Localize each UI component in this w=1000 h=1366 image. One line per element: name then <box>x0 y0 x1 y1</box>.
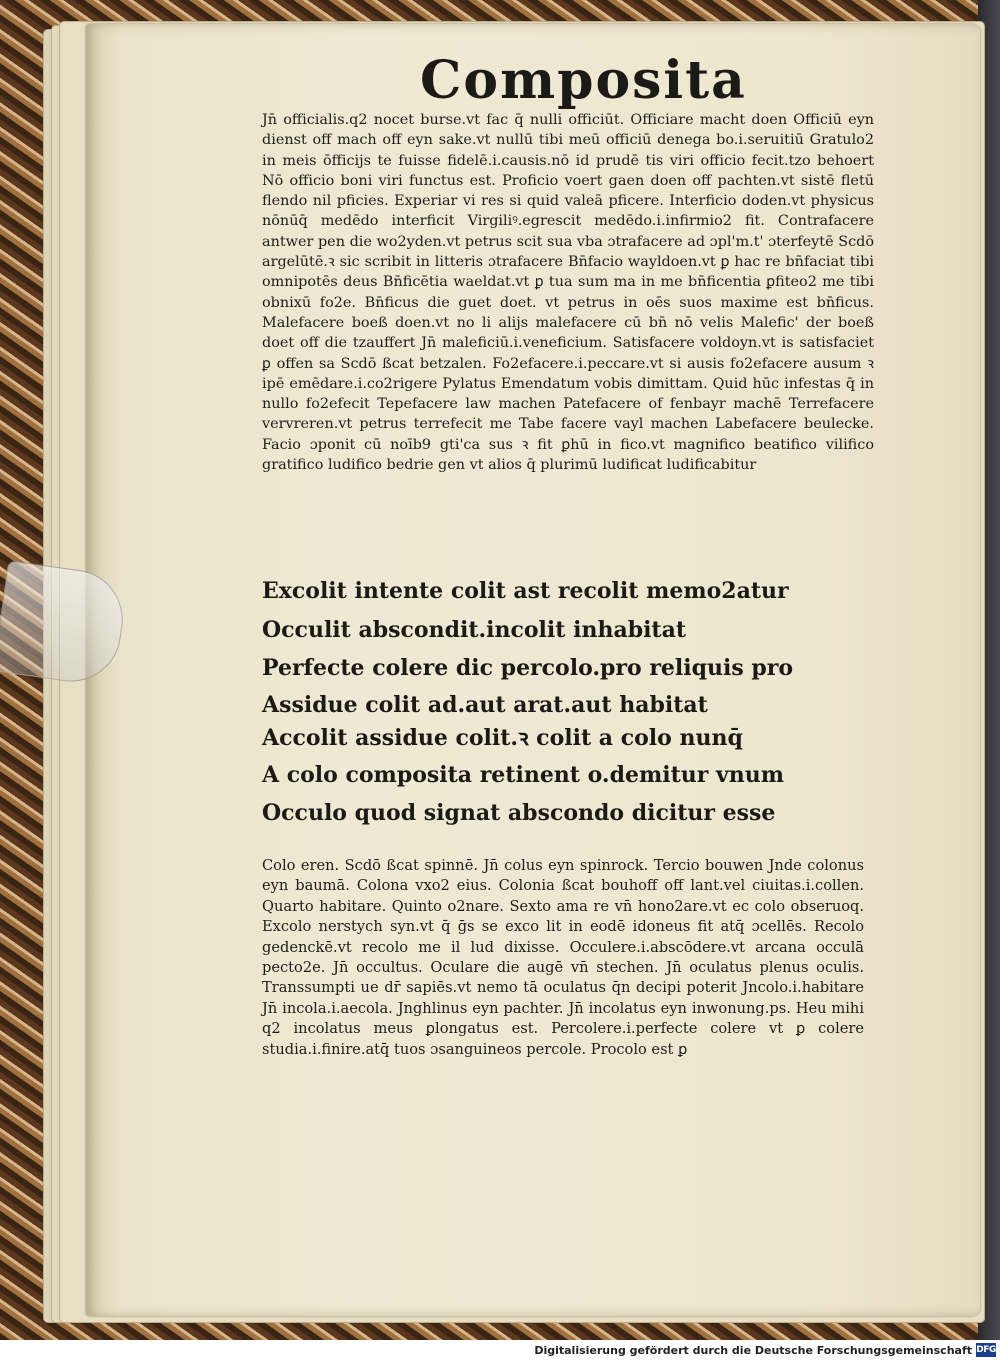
dfg-logo: DFG <box>976 1345 996 1355</box>
verse-line: Excolit intente colit ast recolit memo2atur <box>262 578 789 604</box>
verse-line: Accolit assidue colit.ꝛ colit a colo nunq̄ <box>262 725 743 751</box>
page-heading: Composita <box>420 50 747 111</box>
digitization-credit: Digitalisierung gefördert durch die Deutsche Forschungsgemeinschaft <box>534 1344 972 1357</box>
verse-line: Occulo quod signat abscondo dicitur esse <box>262 800 776 826</box>
verse-line: A colo composita retinent o.demitur vnum <box>262 762 785 788</box>
verse-line: Assidue colit ad.aut arat.aut habitat <box>262 692 708 718</box>
paragraph-gloss-colo: Colo eren. Scdō ßcat spinnē. Jn̄ colus eyn spinrock. Tercio bouwen Jnde colonus eyn baumā. Colona vxo2 eius. Colonia ßcat bouhoff off lant.vel ciuitas.i.collen. Quarto habitare. Quinto o2nare. Sexto ama re vn̄ hono2are.vt ec colo obseruoq. Excolo nerstych syn.vt q̄ ḡs se exco lit in eodē idoneus fit atq̄ ɔcellēs. Recolo gedenckē.vt recolo me il lud dixisse. Occulere.i.abscōdere.vt arcana occulā pecto2e. Jn̄ occultus. Oculare die augē vn̄ stechen. Jn̄ oculatus plenus oculis. Transsumpti ue dr̄ sapiēs.vt nemo tā oculatus q̄n decipi poterit Jncolo.i.habitare Jn̄ incola.i.aecola. Jnghlinus eyn pachter. Jn̄ incolatus eyn inwonung.ps. Heu mihi q2 incolatus meus ꝑlongatus est. Percolere.i.perfecte colere vt ꝑ colere studia.i.finire.atq̄ tuos ɔsanguineos percole. Procolo est ꝑ <box>262 857 864 1058</box>
verse-line: Occulit abscondit.incolit inhabitat <box>262 617 687 643</box>
verse-list <box>262 578 882 826</box>
paragraph-gloss-facere: Jn̄ officialis.q2 nocet burse.vt fac q̄ nulli officiūt. Officiare macht doen Officiū eyn dienst off mach off eyn sake.vt nullū tibi meū officiū denega bo.i.seruitiū Gratulo2 in meis ōfficijs te fuisse fidelē.i.causis.nō id prudē tis viri officio fecit.tzo behoert Nō officio boni viri functus est. Proficio voert gaen doen off pachten.vt sistē fletū flendo nil pficies. Experiar vi res si quid valeā pficere. Interficio doden.vt physicus nōnūq̄ medēdo interficit Virgiliꝰ.egrescit medēdo.i.infirmio2 fit. Contrafacere antwer pen die wo2yden.vt petrus scit sua vba ɔtrafacere ad ɔpl'm.t' ɔterfeytē Scdō argelūtē.ꝛ sic scribit in litteris ɔtrafacere Bn̄facio wayldoen.vt ꝑ hac re bn̄faciat tibi omnipotēs deus Bn̄ficētia waeldat.vt ꝑ tua sum ma in me bn̄ficentia ꝑfiteo2 me tibi obnixū fo2e. Bn̄ficus die guet doet. vt petrus in oēs suos maxime est bn̄ficus. Malefacere boeß doen.vt no li alijs malefacere cū bn̄ nō velis Malefic' der boeß doet off die tzauffert Jn̄ maleficiū.i.veneficium. Satisfacere voldoyn.vt is satisfaciet ꝑ offen sa Scdō ßcat betzalen. Fo2efacere.i.peccare.vt si ausis fo2efacere ausum ꝛ ipē emēdare.i.co2rigere Pylatus Emendatum vobis dimittam. Quid hūc infestas q̄ in nullo fo2efecit Tepefacere law machen Patefacere of fenbayr machē Terrefacere vervreren.vt petrus terrefecit me Tabe facere vayl machen Labefacere beulecke. Facio ɔponit cū noīb9 gti'ca sus ꝛ fit ꝑhū in fico.vt magnifico beatifico vilifico gratifico ludifico bedrie gen vt alios q̄ plurimū ludificat ludificabitur <box>262 112 874 474</box>
verse-line: Perfecte colere dic percolo.pro reliquis pro <box>262 655 794 681</box>
